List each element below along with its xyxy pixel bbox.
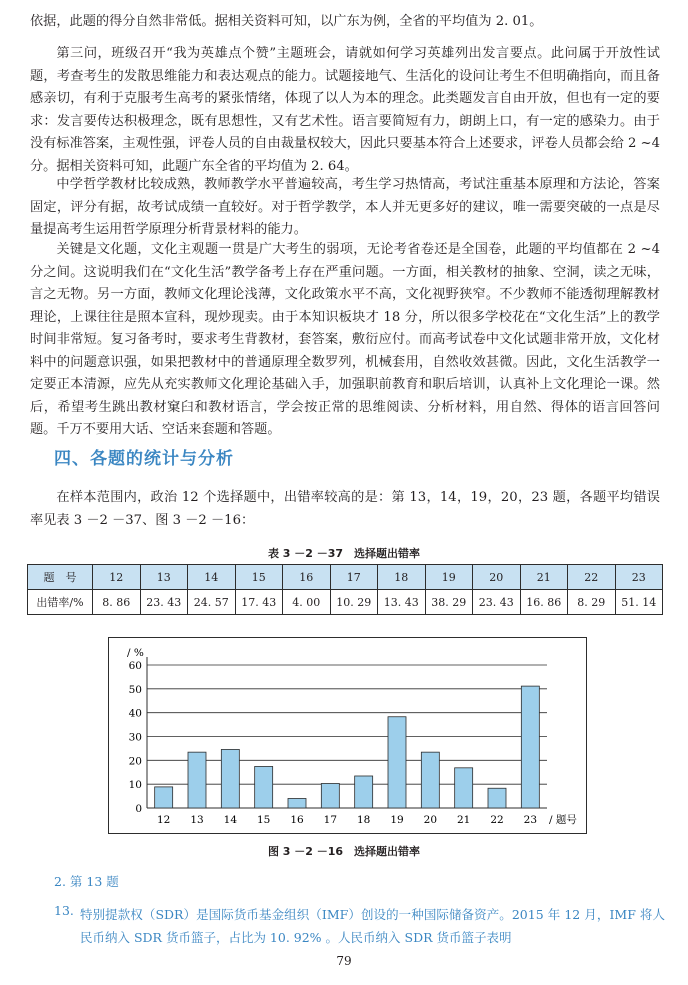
- paragraph-philosophy: 中学哲学教材比较成熟，教师教学水平普遍较高，考生学习热情高，考试注重基本原理和方法论，答案固定，评分有据，故考试成绩一直较好。对于哲学教学，本人并无更多好的建议，唯一需要突破的一点是尽量提高考生运用哲学原理分析背景材料的能力。: [30, 177, 660, 237]
- x-tick-label: 17: [323, 814, 338, 826]
- table-header-row: [28, 565, 663, 590]
- bar: [188, 752, 206, 808]
- question-text: 特别提款权（SDR）是国际货币基金组织（IMF）创设的一种国际储备资产。2015 年 12 月，IMF 将人民币纳入 SDR 货币篮子，占比为 10. 92% 。人民币纳入 SDR 货币篮子表明: [80, 907, 665, 945]
- x-tick-label: 22: [490, 814, 504, 826]
- rate-cell: 38. 29: [425, 590, 473, 615]
- row-header-rate: 出错率/%: [28, 590, 93, 615]
- x-tick-label: 19: [390, 814, 404, 826]
- question-number: 13.: [54, 903, 74, 918]
- y-tick-label: 40: [128, 707, 142, 720]
- rate-cell: 23. 43: [140, 590, 188, 615]
- y-tick-label: 60: [128, 660, 142, 672]
- table-rate-row: [28, 590, 663, 615]
- x-tick-label: 12: [156, 814, 171, 826]
- x-tick-label: 21: [456, 814, 471, 826]
- bar-chart: [109, 638, 586, 833]
- y-tick-label: 50: [128, 683, 142, 696]
- row-header-question: 题 号: [28, 565, 93, 590]
- table-caption: 表 3 －2 －37 选择题出错率: [267, 547, 421, 560]
- bar: [455, 768, 473, 808]
- x-tick-label: 15: [256, 814, 271, 826]
- rate-cell: 4. 00: [283, 590, 331, 615]
- error-rate-table: [27, 564, 663, 615]
- question-cell: 19: [425, 565, 473, 590]
- question-cell: 16: [283, 565, 331, 590]
- question-cell: 17: [330, 565, 378, 590]
- chart-frame: [108, 637, 587, 834]
- rate-cell: 8. 29: [568, 590, 616, 615]
- y-tick-label: 20: [128, 755, 142, 768]
- question-cell: 23: [615, 565, 663, 590]
- question-cell: 14: [188, 565, 236, 590]
- figure-caption: 图 3 －2 －16 选择题出错率: [267, 845, 421, 858]
- y-tick-label: 30: [128, 731, 142, 744]
- question-cell: 20: [473, 565, 521, 590]
- bar: [321, 783, 339, 808]
- question-cell: 15: [235, 565, 283, 590]
- x-tick-label: 14: [223, 814, 238, 826]
- rate-cell: 17. 43: [235, 590, 283, 615]
- question-cell: 18: [378, 565, 426, 590]
- intro-paragraph: 在样本范围内，政治 12 个选择题中，出错率较高的是：第 13，14，19，20，23 题，各题平均错误率见表 3 －2 －37、图 3 －2 －16：: [30, 490, 660, 528]
- question-cell: 13: [140, 565, 188, 590]
- question-cell: 22: [568, 565, 616, 590]
- x-axis-label: / 题号: [549, 814, 577, 826]
- x-tick-label: 23: [523, 814, 538, 826]
- y-tick-label: 0: [135, 803, 142, 815]
- rate-cell: 16. 86: [520, 590, 568, 615]
- bar: [288, 798, 306, 808]
- question-cell: 12: [93, 565, 141, 590]
- y-axis-label: / %: [127, 647, 144, 659]
- paragraph-third-question: 第三问，班级召开“我为英雄点个赞”主题班会，请就如何学习英雄列出发言要点。此问属于开放性试题，考查考生的发散思维能力和表达观点的能力。试题接地气、生活化的设问让考生不但明确指向，而且备感亲切，有利于克服考生高考的紧张情绪，体现了以人为本的理念。此类题发言自由开放，但也有一定的要求：发言要传达积极理念，既有思想性，又有艺术性。语言要简短有力，朗朗上口，有一定的感染力。由于没有标准答案，主观性强，评卷人员的自由裁量权较大，因此只要基本符合上述要求，评卷人员都会给 2 ~4 分。据相关资料可知，此题广东全省的平均值为 2. 64。: [30, 46, 660, 174]
- y-tick-label: 10: [128, 779, 142, 792]
- rate-cell: 24. 57: [188, 590, 236, 615]
- bar: [255, 766, 273, 808]
- bar: [521, 686, 539, 808]
- bar: [488, 788, 506, 808]
- bar: [221, 749, 239, 808]
- item-heading: 2. 第 13 题: [54, 874, 119, 889]
- rate-cell: 10. 29: [330, 590, 378, 615]
- rate-cell: 23. 43: [473, 590, 521, 615]
- x-tick-label: 20: [423, 814, 438, 826]
- paragraph-continuation: 依据，此题的得分自然非常低。据相关资料可知，以广东为例，全省的平均值为 2. 01。: [30, 14, 543, 29]
- bar: [355, 776, 373, 808]
- x-tick-label: 16: [290, 814, 304, 826]
- question-cell: 21: [520, 565, 568, 590]
- paragraph-culture: 关键是文化题，文化主观题一贯是广大考生的弱项，无论考省卷还是全国卷，此题的平均值都在 2 ~4 分之间。这说明我们在“文化生活”教学备考上存在严重问题。一方面，相关教材的抽象、空洞，读之无味，言之无物。另一方面，教师文化理论浅薄，文化政策水平不高，文化视野狭窄。不少教师不能透彻理解教材理论，上课往往是照本宣科，现炒现卖。由于本知识板块才 18 分，所以很多学校花在“文化生活”上的教学时间非常短。复习备考时，要求考生背教材，套答案，敷衍应付。而高考试卷中文化试题非常开放，文化材料中的问题意识强，如果把教材中的普通原理全数罗列，机械套用，自然收效甚微。因此，文化生活教学一定要正本清源，应先从充实教师文化理论基础入手，加强职前教育和职后培训，认真补上文化理论一课。然后，希望考生跳出教材窠臼和教材语言，学会按正常的思维阅读、分析材料，用自然、得体的语言回答问题。千万不要用大话、空话来套题和答题。: [30, 242, 660, 437]
- bar: [421, 752, 439, 808]
- rate-cell: 13. 43: [378, 590, 426, 615]
- rate-cell: 8. 86: [93, 590, 141, 615]
- bar: [388, 717, 406, 808]
- x-tick-label: 18: [356, 814, 371, 826]
- rate-cell: 51. 14: [615, 590, 663, 615]
- section-heading: 四、各题的统计与分析: [54, 449, 234, 469]
- x-tick-label: 13: [190, 814, 204, 826]
- bar: [155, 787, 173, 808]
- page-number: 79: [336, 954, 352, 968]
